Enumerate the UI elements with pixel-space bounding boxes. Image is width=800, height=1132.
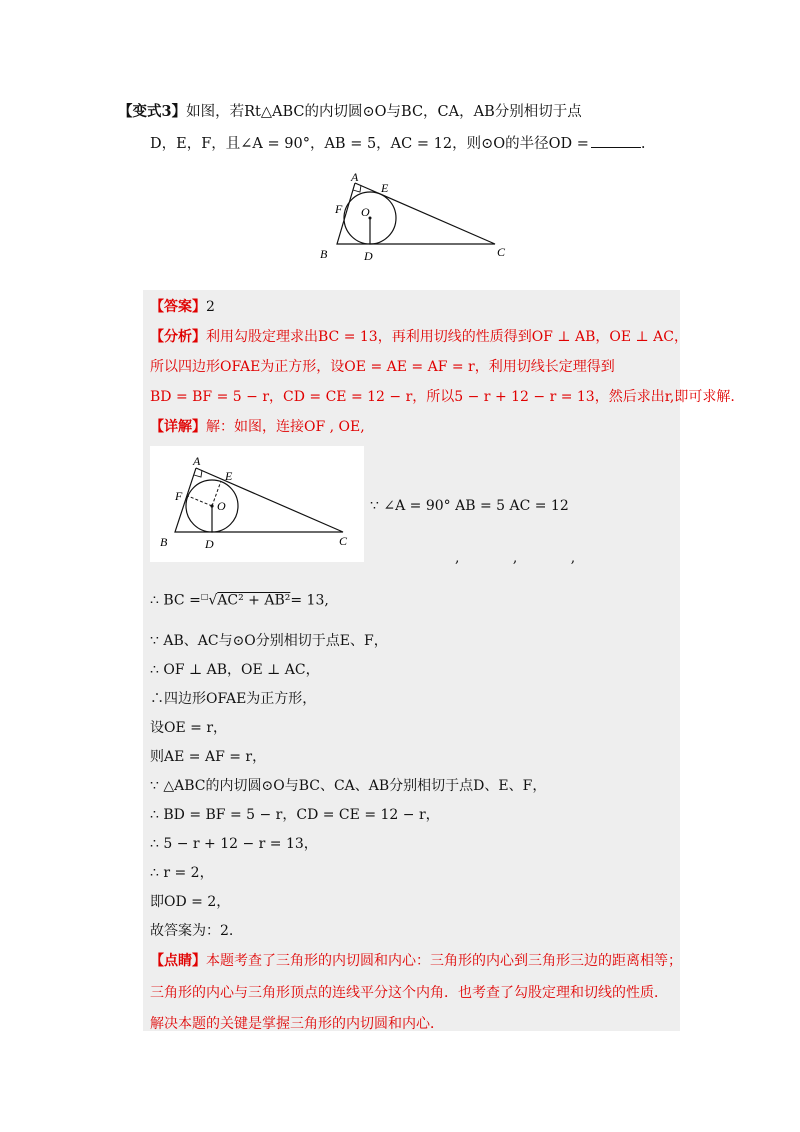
triangle-figure-2 xyxy=(155,452,360,552)
label-b: B xyxy=(320,247,328,261)
bc-formula xyxy=(150,592,329,609)
label-e-2: E xyxy=(225,469,233,483)
answer-value: 2 xyxy=(206,299,215,315)
detail-step-3: ∴四边形OFAE为正方形， xyxy=(150,691,317,707)
bc-radicand: AC² + AB² xyxy=(217,592,291,609)
answer-blank xyxy=(591,147,641,148)
segment-of xyxy=(188,496,212,506)
detail-step-10: 即OD = 2， xyxy=(150,894,231,910)
detail-step-8: ∴ 5 − r + 12 − r = 13， xyxy=(150,836,318,852)
label-o-2: O xyxy=(217,499,226,513)
question-end: . xyxy=(640,136,646,152)
given-conditions: ∵ ∠A = 90° AB = 5 AC = 12 xyxy=(370,498,569,514)
label-c: C xyxy=(497,245,506,259)
label-a: A xyxy=(351,170,359,184)
answer-row xyxy=(150,296,215,316)
detail-step-4: 设OE = r， xyxy=(150,720,228,736)
analysis-row-2: 所以四边形OFAE为正方形，设OE = AE = AF = r，利用切线长定理得到 xyxy=(150,359,615,375)
triangle-figure-1 xyxy=(315,170,515,265)
question-line-1 xyxy=(118,100,582,121)
analysis-row-1 xyxy=(150,326,688,346)
bc-prefix: ∴ BC = xyxy=(150,592,201,609)
detail-intro: 解：如图，连接OF , OE, xyxy=(206,419,365,435)
question-text-2: D，E，F，且∠A = 90°，AB = 5，AC = 12，则⊙O的半径OD = xyxy=(150,136,589,152)
remark-tag: 【点睛】 xyxy=(150,953,206,969)
analysis-row-3: BD = BF = 5 − r，CD = CE = 12 − r，所以5 − r + 12 − r = 13，然后求出r,即可求解. xyxy=(150,389,735,405)
label-a-2: A xyxy=(193,454,201,468)
label-d: D xyxy=(364,249,373,263)
detail-step-6: ∵ △ABC的内切圆⊙O与BC、CA、AB分别相切于点D、E、F， xyxy=(150,778,547,794)
answer-tag: 【答案】 xyxy=(150,299,206,315)
detail-step-7: ∴ BD = BF = 5 − r，CD = CE = 12 − r， xyxy=(150,807,440,823)
label-d-2: D xyxy=(205,537,214,551)
analysis-tag: 【分析】 xyxy=(150,329,206,345)
center-o-2 xyxy=(210,504,213,507)
label-o: O xyxy=(361,205,370,219)
label-f-2: F xyxy=(175,489,183,503)
remark-text-1: 本题考查了三角形的内切圆和内心：三角形的内心到三角形三边的距离相等； xyxy=(206,953,682,969)
detail-step-1: ∵ AB、AC与⊙O分别相切于点E、F， xyxy=(150,633,388,649)
bc-result: = 13, xyxy=(290,592,329,609)
sqrt-icon: √ xyxy=(208,592,218,609)
analysis-text-1: 利用勾股定理求出BC = 13，再利用切线的性质得到OF ⊥ AB，OE ⊥ AC， xyxy=(206,329,688,345)
detail-tag: 【详解】 xyxy=(150,419,206,435)
root-index-mark: □ xyxy=(200,592,209,601)
detail-step-5: 则AE = AF = r， xyxy=(150,749,267,765)
remark-row-2: 三角形的内心与三角形顶点的连线平分这个内角．也考查了勾股定理和切线的性质． xyxy=(150,985,668,1001)
question-line-2 xyxy=(150,132,645,153)
question-tag: 【变式3】 xyxy=(118,103,187,120)
question-text-1: 如图，若Rt△ABC的内切圆⊙O与BC，CA，AB分别相切于点 xyxy=(186,104,582,120)
label-e: E xyxy=(381,181,389,195)
detail-row-intro xyxy=(150,416,365,436)
remark-row-3: 解决本题的关键是掌握三角形的内切圆和内心． xyxy=(150,1016,444,1032)
detail-step-2: ∴ OF ⊥ AB，OE ⊥ AC， xyxy=(150,662,320,678)
label-c-2: C xyxy=(339,534,348,548)
label-b-2: B xyxy=(160,535,168,549)
detail-step-9: ∴ r = 2， xyxy=(150,865,214,881)
given-commas: , , , xyxy=(455,550,576,566)
triangle-abc-2 xyxy=(175,468,343,532)
label-f: F xyxy=(335,202,343,216)
detail-step-11: 故答案为：2. xyxy=(150,923,234,939)
remark-row-1 xyxy=(150,950,682,970)
